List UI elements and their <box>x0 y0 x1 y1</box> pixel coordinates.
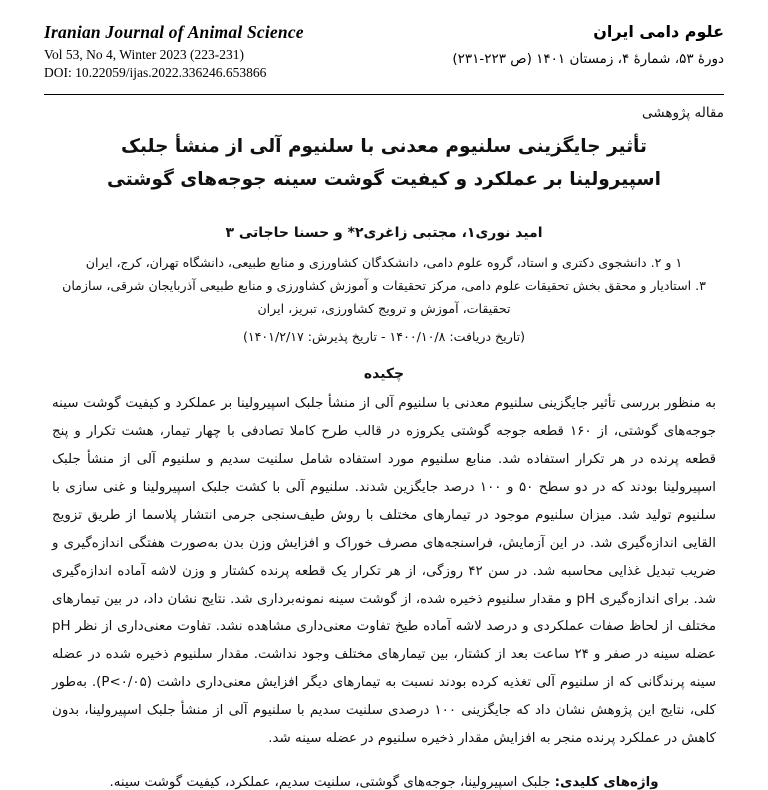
article-type-label: مقاله پژوهشی <box>642 105 724 122</box>
author-list: امید نوری۱، مجتبی زاغری۲* و حسنا حاجاتی ۳ <box>225 225 543 242</box>
affiliation-3: ۳. استادیار و محقق بخش تحقیقات علوم دامی، مرکز تحقیقات و آموزش کشاورزی و منابع طبیعی آذربایجان شرقی، سازمان تحقیقات، آموزش و ترویج کشاورزی، تبریز، ایران <box>62 277 706 317</box>
received-accepted-dates: (تاریخ دریافت: ۱۴۰۰/۱۰/۸ - تاریخ پذیرش: ۱۴۰۱/۲/۱۷) <box>242 329 526 345</box>
keywords-line <box>44 775 724 790</box>
journal-volume-fa: دورهٔ ۵۳، شمارهٔ ۴، زمستان ۱۴۰۱ (ص ۲۲۳-۲۳۱) <box>452 51 724 67</box>
abstract-text: به منظور بررسی تأثیر جایگزینی سلنیوم معدنی با سلنیوم آلی از منشأ جلبک اسپیرولینا بر عملکرد و کیفیت گوشت سینه جوجه‌های گوشتی، از ۱۶۰ قطعه جوجه گوشتی یکروزه در قالب طرح کاملا تصادفی با چهار تیمار، هشت تکرار و پنج قطعه پرنده در هر تکرار استفاده شد. منابع سلنیوم مورد استفاده شامل سلنیت سدیم و سلنیوم آلی از منشأ جلبک اسپیرولینا بودند که در دو سطح ۵۰ و ۱۰۰ درصد جایگزین شدند. سلنیوم آلی با کشت جلبک اسپیرولینا و غنی سازی با سلنیوم تولید شد. میزان سلنیوم موجود در تیمارهای مختلف با روش طیف‌سنجی جرمی انتشار پلاسما از طریق تزویج القایی اندازه‌گیری شد. در این آزمایش، فراسنجه‌های مصرف خوراک و افزایش وزن بدن به‌صورت هفتگی اندازه‌گیری و ضریب تبدیل غذایی محاسبه شد. در سن ۴۲ روزگی، از هر تکرار یک قطعه پرنده کشتار و وزن لاشه آماده اندازه‌گیری شد. برای اندازه‌گیری pH و مقدار سلنیوم ذخیره شده، از گوشت سینه نمونه‌برداری شد. نتایج نشان داد، در بین تیمارهای مختلف از لحاظ صفات عملکردی و درصد لاشه آماده طیخ تفاوت معنی‌داری مشاهده نشد. تفاوت معنی‌داری از نظر pH عضله سینه در صفر و ۲۴ ساعت بعد از کشتار، بین تیمارهای مختلف وجود نداشت. مقدار سلنیوم ذخیره شده در عضله سینه پرندگانی که از سلنیوم آلی تغذیه کرده بودند نسبت به تیمارهای دیگر افزایش معنی‌داری داشت (P<۰/۰۵). به‌طور کلی، نتایج این پژوهش نشان داد که جایگزینی ۱۰۰ درصدی سلنیت سدیم با سلنیوم آلی از منشأ جلبک اسپیرولینا، بدون کاهش در عملکرد پرنده منجر به افزایش مقدار ذخیره سلنیوم در عضله سینه شد. <box>52 396 717 746</box>
keywords-value: جلبک اسپیرولینا، جوجه‌های گوشتی، سلنیت سدیم، عملکرد، کیفیت گوشت سینه. <box>109 774 551 790</box>
journal-title-fa: علوم دامی ایران <box>593 22 724 41</box>
journal-volume-en: Vol 53, No 4, Winter 2023 (223-231) <box>44 47 244 62</box>
page-title: تأثیر جایگزینی سلنیوم معدنی با سلنیوم آلی از منشأ جلبک اسپیرولینا بر عملکرد و کیفیت گوشت سینه جوجه‌های گوشتی <box>107 136 661 190</box>
keywords-label: واژه‌های کلیدی: <box>554 774 659 790</box>
abstract-heading: چکیده <box>363 366 405 383</box>
masthead <box>44 22 724 90</box>
masthead-persian-block <box>452 22 724 67</box>
affiliation-1: ۱ و ۲. دانشجوی دکتری و استاد، گروه علوم دامی، دانشکدگان کشاورزی و منابع طبیعی، دانشگاه تهران، کرج، ایران <box>85 254 683 270</box>
journal-title-en: Iranian Journal of Animal Science <box>44 22 304 42</box>
masthead-divider <box>44 94 724 95</box>
journal-doi[interactable]: DOI: 10.22059/ijas.2022.336246.653866 <box>44 65 267 81</box>
masthead-english-block <box>44 22 304 82</box>
